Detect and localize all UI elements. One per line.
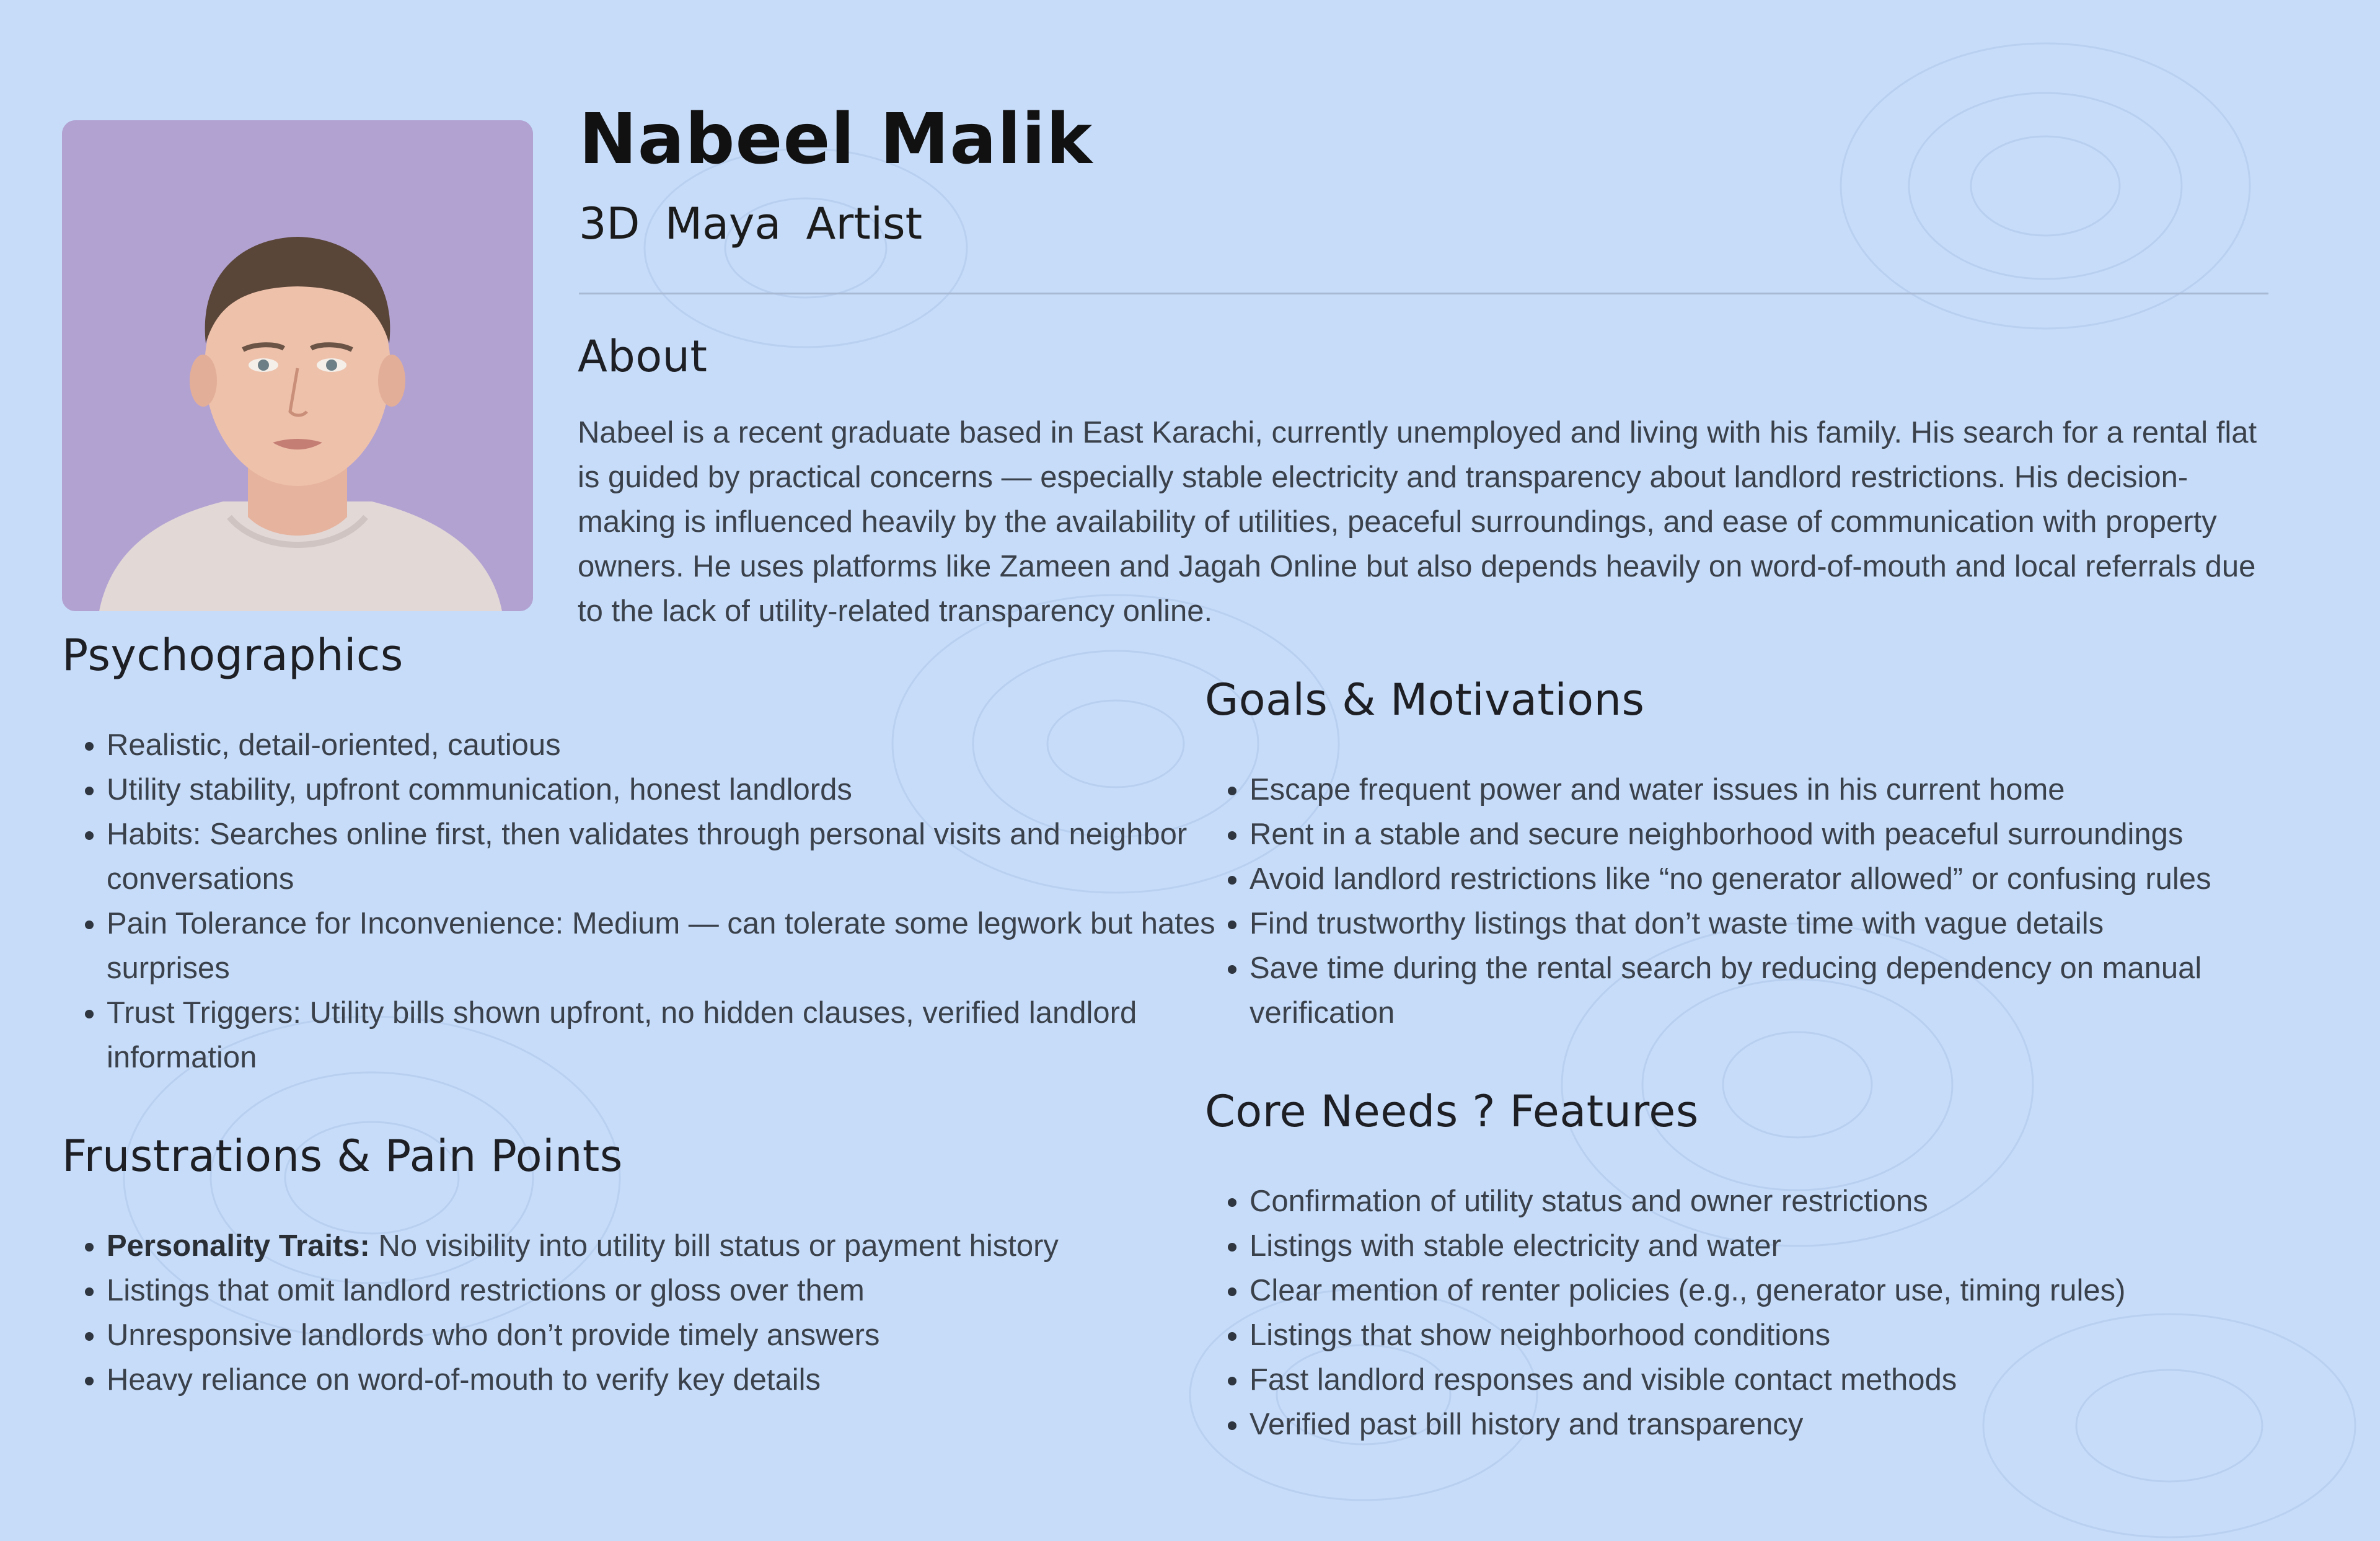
core-needs-heading: Core Needs ? Features [1205, 1086, 1699, 1137]
personality-traits-label: Personality Traits: [107, 1229, 370, 1263]
list-item: • Listings that show neighborhood conditions [1250, 1313, 2340, 1358]
header-divider [579, 293, 2268, 294]
list-item: • Listings that omit landlord restrictions or gloss over them [107, 1268, 1222, 1313]
psychographics-heading: Psychographics [62, 630, 403, 681]
list-item: • Heavy reliance on word-of-mouth to verify key details [107, 1358, 1222, 1402]
list-item: • Clear mention of renter policies (e.g., generator use, timing rules) [1250, 1268, 2340, 1313]
list-item: • Find trustworthy listings that don’t waste time with vague details [1250, 901, 2340, 946]
list-item: • Escape frequent power and water issues in his current home [1250, 767, 2340, 812]
list-item: • Habits: Searches online first, then validates through personal visits and neighbor conversations [107, 812, 1222, 901]
core-needs-list [1205, 1179, 2340, 1447]
list-item: • Rent in a stable and secure neighborhood with peaceful surroundings [1250, 812, 2340, 857]
frustrations-heading: Frustrations & Pain Points [62, 1131, 623, 1181]
psychographics-list [62, 723, 1222, 1080]
list-item: • Avoid landlord restrictions like “no generator allowed” or confusing rules [1250, 857, 2340, 901]
list-item: • Realistic, detail-oriented, cautious [107, 723, 1222, 767]
list-item: • Fast landlord responses and visible contact methods [1250, 1358, 2340, 1402]
list-item: • Save time during the rental search by reducing dependency on manual verification [1250, 946, 2340, 1035]
personality-traits-text: No visibility into utility bill status or payment history [369, 1229, 1059, 1263]
about-heading: About [578, 331, 708, 382]
persona-photo [62, 120, 533, 611]
list-item: • Unresponsive landlords who don’t provide timely answers [107, 1313, 1222, 1358]
about-text: Nabeel is a recent graduate based in East Karachi, currently unemployed and living with his family. His search for a rental flat is guided by practical concerns — especially stable electricity and transparency about landlord restrictions. His decision-making is influenced heavily by the availability of utilities, peaceful surroundings, and ease of communication with property owners. He uses platforms like Zameen and Jagah Online but also depends heavily on word-of-mouth and local referrals due to the lack of utility-related transparency online. [578, 416, 2257, 628]
goals-list [1205, 767, 2340, 1035]
frustrations-list [62, 1224, 1222, 1402]
list-item: • Pain Tolerance for Inconvenience: Medium — can tolerate some legwork but hates surprises [107, 901, 1222, 991]
list-item: • Confirmation of utility status and owner restrictions [1250, 1179, 2340, 1224]
persona-role: 3D Maya Artist [579, 198, 923, 249]
list-item [107, 1224, 1222, 1268]
persona-portrait-icon [62, 120, 533, 611]
list-item: • Utility stability, upfront communication, honest landlords [107, 767, 1222, 812]
persona-name: Nabeel Malik [579, 99, 1093, 180]
list-item: • Listings with stable electricity and water [1250, 1224, 2340, 1268]
list-item: • Trust Triggers: Utility bills shown upfront, no hidden clauses, verified landlord information [107, 991, 1222, 1080]
goals-heading: Goals & Motivations [1205, 674, 1645, 725]
list-item: • Verified past bill history and transparency [1250, 1402, 2340, 1447]
